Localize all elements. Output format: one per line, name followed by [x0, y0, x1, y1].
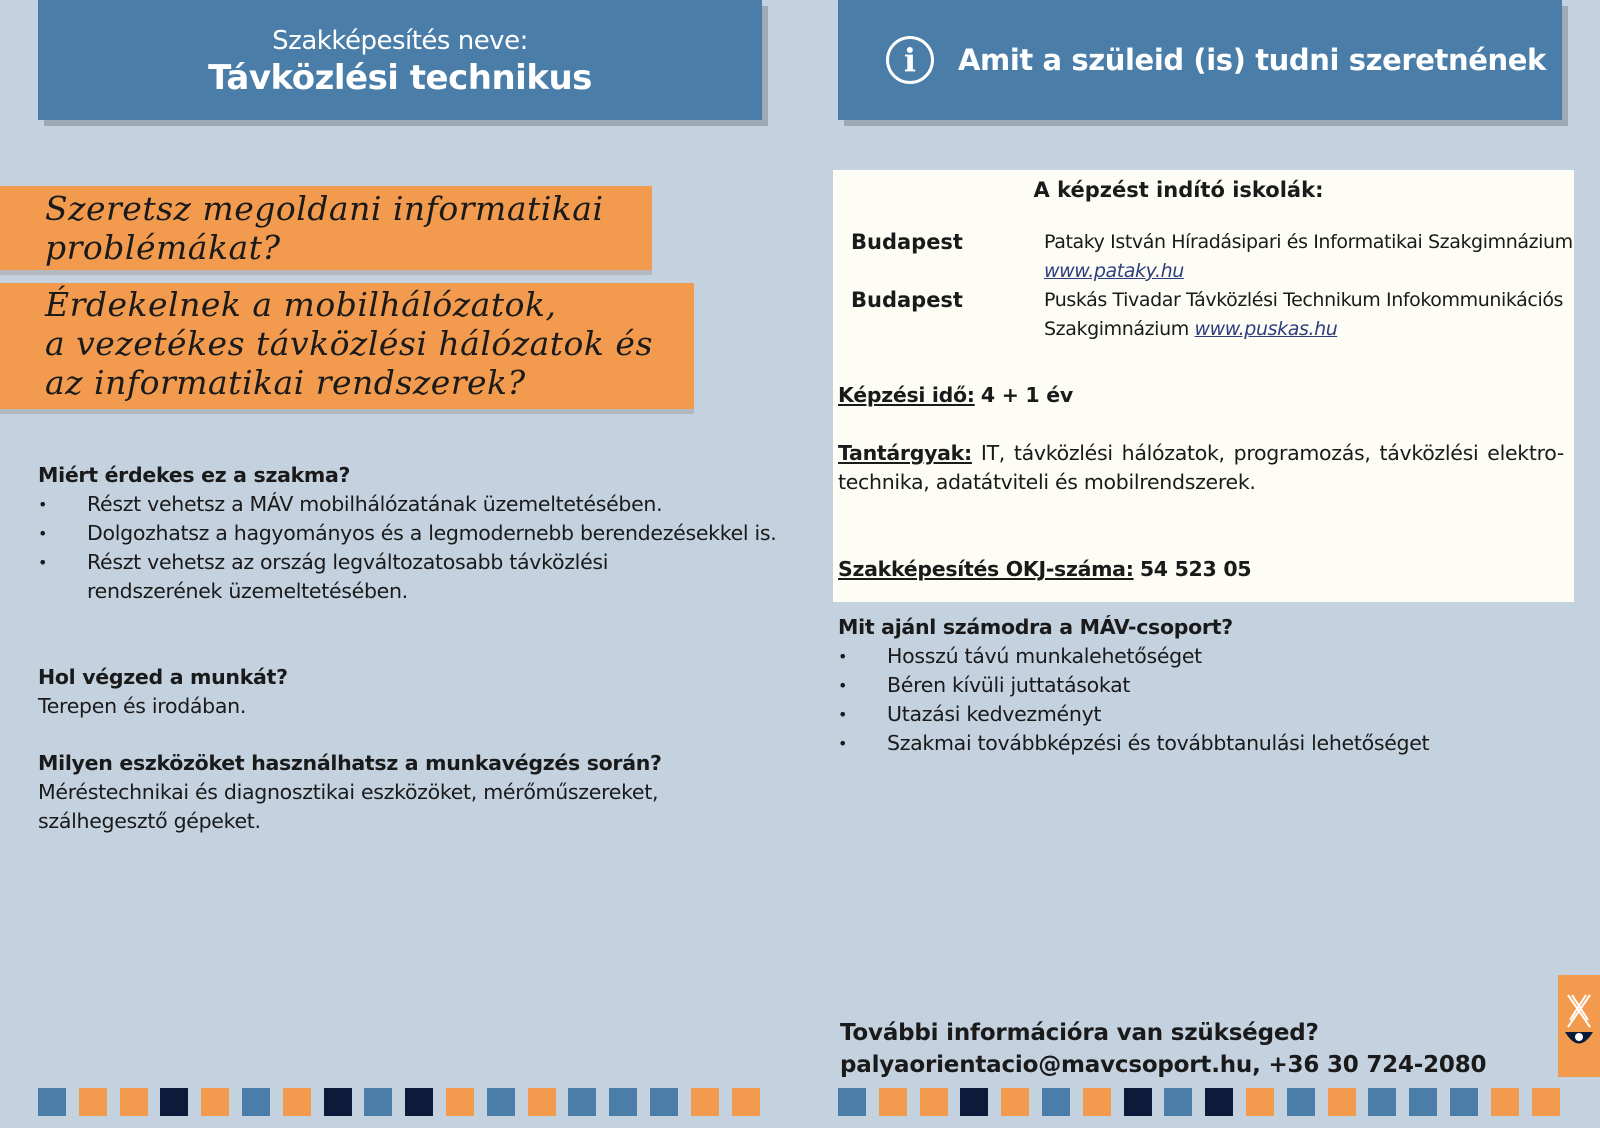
why-section: [38, 461, 778, 606]
list-item: • Dolgozhatsz a hagyományos és a legmodernebb berendezésekkel is.: [38, 519, 778, 548]
decor-square: [1001, 1088, 1029, 1116]
decor-square: [1368, 1088, 1396, 1116]
question-box-1: [0, 186, 652, 270]
decor-square: [1450, 1088, 1478, 1116]
contact-block: [840, 1017, 1486, 1081]
decor-square: [838, 1088, 866, 1116]
question-box-2: [0, 283, 694, 409]
decor-square: [446, 1088, 474, 1116]
subjects-label: Tantárgyak:: [838, 441, 972, 465]
question-line: Szeretsz megoldani informatikai: [45, 189, 604, 228]
decor-square: [920, 1088, 948, 1116]
decor-square: [283, 1088, 311, 1116]
where-heading: Hol végzed a munkát?: [38, 665, 288, 689]
decor-square: [609, 1088, 637, 1116]
decor-square: [650, 1088, 678, 1116]
school-link[interactable]: www.puskas.hu: [1194, 318, 1338, 340]
decor-square: [38, 1088, 66, 1116]
question-line: problémákat?: [45, 228, 281, 267]
list-item: • Hosszú távú munkalehetőséget: [838, 642, 1558, 671]
decor-square: [405, 1088, 433, 1116]
school-name: [1044, 228, 1584, 286]
okj-number: [838, 555, 1564, 584]
qualification-title: Távközlési technikus: [208, 58, 592, 98]
info-card: [833, 170, 1574, 602]
question-line: Érdekelnek a mobilhálózatok,: [45, 285, 557, 324]
subjects-value: IT, távközlési hálózatok, programozás, távközlési elektro-technika, adatátviteli és mobilrendszerek.: [838, 441, 1565, 494]
contact-details[interactable]: palyaorientacio@mavcsoport.hu, +36 30 724-2080: [840, 1052, 1487, 1078]
tools-text: Méréstechnikai és diagnosztikai eszközöket, mérőműszereket, szálhegesztő gépeket.: [38, 780, 659, 833]
decor-square: [160, 1088, 188, 1116]
decor-square: [1164, 1088, 1192, 1116]
training-label: Képzési idő:: [838, 383, 975, 407]
list-item: • Utazási kedvezményt: [838, 700, 1558, 729]
decor-square: [324, 1088, 352, 1116]
contact-heading: További információra van szükséged?: [840, 1020, 1319, 1046]
decor-square: [201, 1088, 229, 1116]
square-row-left: [38, 1088, 772, 1116]
decor-square: [1083, 1088, 1111, 1116]
tools-section: [38, 749, 688, 836]
schools-heading: A képzést indító iskolák:: [1033, 178, 1324, 202]
decor-square: [732, 1088, 760, 1116]
mav-logo-icon: [1558, 975, 1600, 1077]
square-row-right: [838, 1088, 1572, 1116]
offer-list: [838, 642, 1558, 758]
parents-title: Amit a szüleid (is) tudni szeretnének: [958, 43, 1546, 77]
offer-heading: Mit ajánl számodra a MÁV-csoport?: [838, 615, 1233, 639]
school-name-text: Pataky István Híradásipari és Informatikai Szakgimnázium: [1044, 231, 1573, 253]
decor-square: [879, 1088, 907, 1116]
decor-square: [1409, 1088, 1437, 1116]
decor-square: [1205, 1088, 1233, 1116]
info-icon: i: [886, 36, 934, 84]
decor-square: [1491, 1088, 1519, 1116]
decor-square: [568, 1088, 596, 1116]
school-name: [1044, 286, 1584, 344]
school-city: Budapest: [851, 230, 963, 254]
why-list: [38, 490, 778, 606]
decor-square: [1328, 1088, 1356, 1116]
question-line: a vezetékes távközlési hálózatok és: [45, 324, 653, 363]
training-duration: [838, 381, 1564, 410]
decor-square: [691, 1088, 719, 1116]
question-line: az informatikai rendszerek?: [45, 363, 526, 402]
offer-section: [838, 613, 1558, 758]
decor-square: [242, 1088, 270, 1116]
school-city: Budapest: [851, 288, 963, 312]
why-heading: Miért érdekes ez a szakma?: [38, 463, 351, 487]
school-link[interactable]: www.pataky.hu: [1044, 260, 1184, 282]
list-item: • Szakmai továbbképzési és továbbtanulási lehetőséget: [838, 729, 1558, 758]
where-text: Terepen és irodában.: [38, 694, 247, 718]
tools-heading: Milyen eszközöket használhatsz a munkavégzés során?: [38, 751, 662, 775]
training-value: 4 + 1 év: [980, 383, 1073, 407]
decor-square: [1532, 1088, 1560, 1116]
decor-square: [1246, 1088, 1274, 1116]
school-row: [851, 228, 1571, 286]
school-name-text: Puskás Tivadar Távközlési Technikum Infokommunikációs: [1044, 289, 1564, 311]
where-section: [38, 663, 758, 721]
school-name-cont: Szakgimnázium: [1044, 318, 1189, 340]
decor-square: [120, 1088, 148, 1116]
decor-square: [528, 1088, 556, 1116]
decor-square: [1124, 1088, 1152, 1116]
qualification-label: Szakképesítés neve:: [272, 26, 528, 56]
school-row: [851, 286, 1571, 344]
decor-square: [1287, 1088, 1315, 1116]
header-right: [838, 0, 1562, 120]
subjects: [838, 439, 1564, 497]
okj-value: 54 523 05: [1139, 557, 1252, 581]
header-left: [38, 0, 762, 120]
decor-square: [1042, 1088, 1070, 1116]
list-item: • Részt vehetsz az ország legváltozatosabb távközlési rendszerének üzemeltetésében.: [38, 548, 727, 606]
list-item: • Béren kívüli juttatásokat: [838, 671, 1558, 700]
decor-square: [960, 1088, 988, 1116]
decor-square: [364, 1088, 392, 1116]
decor-square: [487, 1088, 515, 1116]
list-item: • Részt vehetsz a MÁV mobilhálózatának üzemeltetésében.: [38, 490, 778, 519]
okj-label: Szakképesítés OKJ-száma:: [838, 557, 1134, 581]
decor-square: [79, 1088, 107, 1116]
